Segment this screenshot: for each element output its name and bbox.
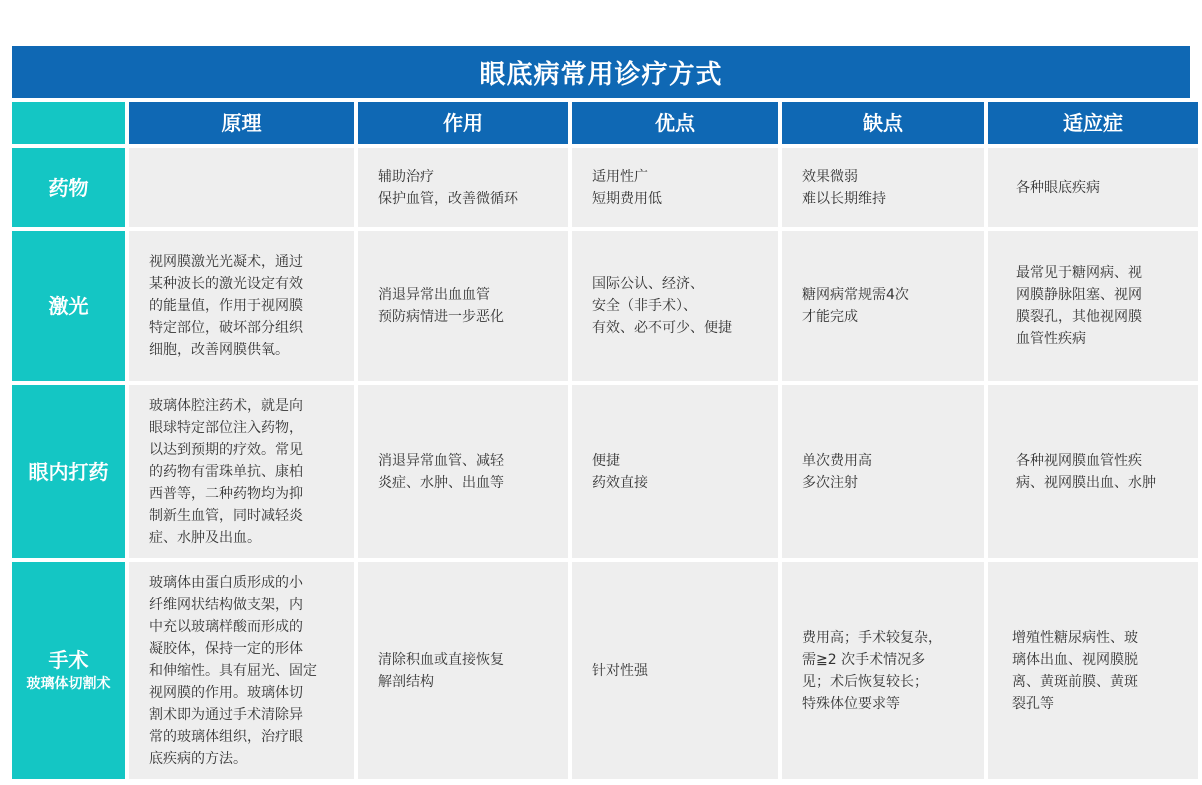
row-header-injection <box>12 385 125 558</box>
row-header-sublabel: 玻璃体切割术 <box>26 675 111 692</box>
cell-indications: 各种眼底疾病 <box>988 148 1198 227</box>
row-header-label: 激光 <box>48 294 89 318</box>
cell-principle: 视网膜激光光凝术，通过 某种波长的激光设定有效 的能量值，作用于视网膜 特定部位，破坏部分组织 细胞，改善网膜供氧。 <box>129 231 354 381</box>
row-header-laser <box>12 231 125 381</box>
cell-cons: 效果微弱 难以长期维持 <box>782 148 984 227</box>
cell-indications: 最常见于糖网病、视 网膜静脉阻塞、视网 膜裂孔，其他视网膜 血管性疾病 <box>988 231 1198 381</box>
table-corner <box>12 102 125 144</box>
cell-cons: 费用高；手术较复杂， 需≧2 次手术情况多 见；术后恢复较长； 特殊体位要求等 <box>782 562 984 779</box>
cell-cons: 单次费用高 多次注射 <box>782 385 984 558</box>
cell-effect: 消退异常血管、减轻 炎症、水肿、出血等 <box>358 385 568 558</box>
cell-principle: 玻璃体由蛋白质形成的小 纤维网状结构做支架，内 中充以玻璃样酸而形成的 凝胶体，保持一定的形体 和伸缩性。具有屈光、固定 视网膜的作用。玻璃体切 割术即为通过手术清除异 常的玻璃体组织，治疗眼 底疾病的方法。 <box>129 562 354 779</box>
cell-effect: 清除积血或直接恢复 解剖结构 <box>358 562 568 779</box>
column-header-pros: 优点 <box>572 102 778 144</box>
cell-pros: 国际公认、经济、 安全（非手术）、 有效、必不可少、便捷 <box>572 231 778 381</box>
cell-principle <box>129 148 354 227</box>
column-header-effect: 作用 <box>358 102 568 144</box>
column-header-cons: 缺点 <box>782 102 984 144</box>
cell-pros: 适用性广 短期费用低 <box>572 148 778 227</box>
cell-indications: 增殖性糖尿病性、玻 璃体出血、视网膜脱 离、黄斑前膜、黄斑 裂孔等 <box>988 562 1198 779</box>
row-header-label: 手术 <box>48 647 89 672</box>
row-header-label: 药物 <box>48 175 89 200</box>
page-title: 眼底病常用诊疗方式 <box>12 46 1190 98</box>
cell-indications: 各种视网膜血管性疾 病、视网膜出血、水肿 <box>988 385 1198 558</box>
column-header-indications: 适应症 <box>988 102 1198 144</box>
cell-effect: 辅助治疗 保护血管，改善微循环 <box>358 148 568 227</box>
row-header-surgery <box>12 562 125 779</box>
cell-pros: 针对性强 <box>572 562 778 779</box>
row-header-label: 眼内打药 <box>28 459 109 484</box>
row-header-medication <box>12 148 125 227</box>
cell-effect: 消退异常出血血管 预防病情进一步恶化 <box>358 231 568 381</box>
cell-cons: 糖网病常规需4次 才能完成 <box>782 231 984 381</box>
treatment-table <box>12 102 1190 779</box>
cell-principle: 玻璃体腔注药术，就是向 眼球特定部位注入药物， 以达到预期的疗效。常见 的药物有雷珠单抗、康柏 西普等，二种药物均为抑 制新生血管，同时减轻炎 症、水肿及出血。 <box>129 385 354 558</box>
column-header-principle: 原理 <box>129 102 354 144</box>
cell-pros: 便捷 药效直接 <box>572 385 778 558</box>
